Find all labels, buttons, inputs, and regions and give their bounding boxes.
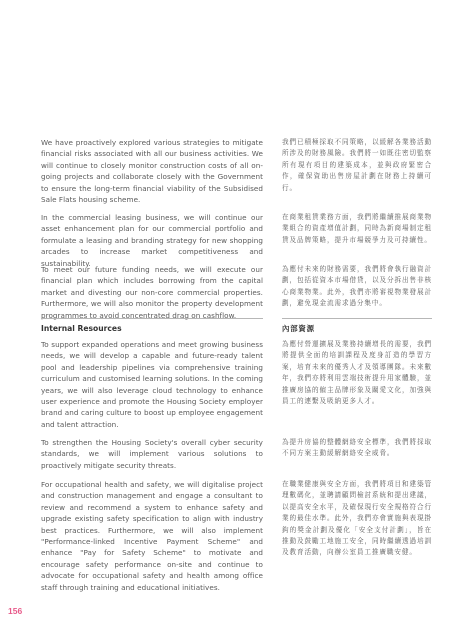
en-para-4-text: To support expanded operations and meet growing business needs, we will develop a capable and future-ready talent pool and leadership pipelines via comprehensive training curriculum and customised learning solutions. In the coming years, we will also leverage cloud technology to enhance user experience and promote the Housing Society employer brand and caring culture to boost up employee engagement and talent attraction.	[41, 340, 263, 429]
section-rule-zh	[282, 318, 432, 319]
en-para-1-text: We have proactively explored various strategies to mitigate financial risks associated with all our business activities. We will continue to closely monitor construction costs of all on-going projects and collaborate closely with the Government to ensure the long-term financial viability of the Subsidised Sale Flats housing scheme.	[41, 138, 263, 205]
en-para-3	[41, 264, 263, 321]
zh-para-5-text: 為提升房協的整體網絡安全標準，我們將採取不同方案主動緩解網絡安全威脅。	[282, 438, 432, 458]
zh-para-4	[282, 339, 432, 407]
zh-para-1-text: 我們已積極採取不同策略，以緩解各業務活動所涉及的財務風險。我們將一如既往密切監察所有現有項目的建築成本，並與政府緊密合作，確保資助出售房屋計劃在財務上持續可行。	[282, 138, 432, 192]
zh-para-6-text: 在職業健康與安全方面，我們將項目和建築管理數碼化，並聘請顧問檢討系統和提出建議，以提高安全水平，及確保現行安全規格符合行業的最佳水準。此外，我們亦會實施與表現掛鈎的獎金計劃及優化「安全支付計劃」，旨在推動及鼓勵工地施工安全，同時繼續透過培訓及教育活動，向辦公室員工推廣職安健。	[282, 480, 432, 557]
section-heading-zh-wrap	[282, 324, 432, 334]
zh-para-2-text: 在商業租賃業務方面，我們將繼續推展商業物業組合的資產增值計劃，同時為新商場制定租賃及品牌策略，提升市場競爭力及可持續性。	[282, 213, 432, 244]
en-para-5	[41, 437, 263, 471]
zh-para-6	[282, 479, 432, 559]
zh-para-2	[282, 212, 432, 246]
zh-para-1	[282, 137, 432, 194]
section-heading-zh: 內部資源	[282, 324, 315, 333]
en-para-6	[41, 479, 263, 593]
en-para-4	[41, 339, 263, 430]
en-para-2	[41, 212, 263, 269]
zh-para-3	[282, 264, 432, 310]
zh-para-4-text: 為應付營運擴展及業務持續增長的需要，我們將提供全面的培訓課程及度身訂造的學習方案，培育未來的優秀人才及領導團隊。未來數年，我們亦將利用雲端技術提升用家體驗，並推廣房協的僱主品牌形象及關愛文化，加強與員工的連繫及吸納更多人才。	[282, 340, 432, 406]
en-para-3-text: To meet our future funding needs, we will execute our financial plan which includes borrowing from the capital market and divesting our non-core commercial properties. Furthermore, we will also monitor the property development programmes to avoid concentrated drag on cashflow.	[41, 265, 263, 320]
zh-para-3-text: 為應付未來的財務需要，我們將會執行融資計劃，包括從資本市場借貸，以及分拆出售非核心商業物業。此外，我們亦將審視物業發展計劃，避免現金流需求過分集中。	[282, 265, 432, 308]
section-rule-en	[41, 318, 263, 319]
en-para-6-text: For occupational health and safety, we will digitalise project and construction management and engage a consultant to review and recommend a system to enhance safety and upgrade existing safety specification to align with industry best practices. Furthermore, we will also implement "Performance-linked Incentive Payment Scheme" and enhance "Pay for Safety Scheme" to motivate and encourage safety performance on-site and continue to advocate for occupational safety and health among office staff through training and educational initiatives.	[41, 480, 263, 592]
en-para-1	[41, 137, 263, 205]
en-para-5-text: To strengthen the Housing Society's overall cyber security standards, we will implement various solutions to proactively mitigate security threats.	[41, 438, 263, 470]
en-para-2-text: In the commercial leasing business, we will continue our asset enhancement plan for our commercial portfolio and formulate a leasing and branding strategy for new shopping arcades to increase market competitiveness and sustainability.	[41, 213, 263, 268]
zh-para-5	[282, 437, 432, 460]
section-heading-en: Internal Resources	[41, 324, 122, 333]
page-number: 156	[8, 606, 23, 616]
section-heading-en-wrap	[41, 324, 263, 334]
